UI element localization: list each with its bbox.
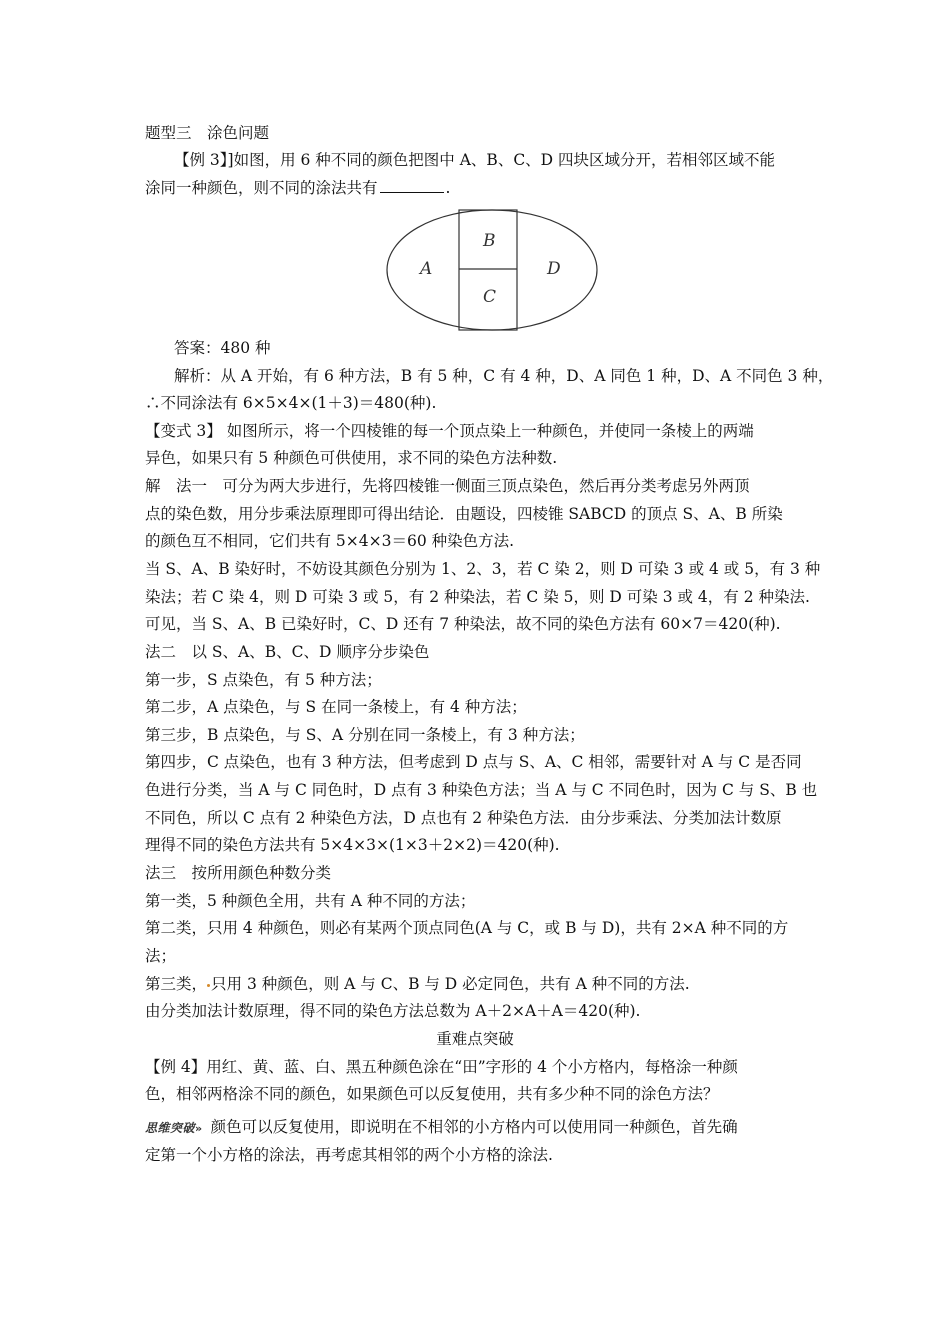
variant3-line: 【变式 3】 如图所示，将一个四棱锥的每一个顶点染上一种颜色，并使同一条棱上的两端 — [145, 422, 754, 440]
variant3-line: 第二类，只用 4 种颜色，则必有某两个顶点同色(A 与 C，或 B 与 D)，共有 2×A 种不同的方 — [145, 919, 789, 937]
diagram-ellipse — [387, 210, 597, 330]
example3-line2 — [145, 178, 450, 198]
thinking-text-1: 颜色可以反复使用，即说明在不相邻的小方格内可以使用同一种颜色，首先确 — [210, 1118, 738, 1136]
region-c-label: C — [483, 287, 497, 307]
variant3-line: 法； — [145, 947, 177, 965]
orange-dot-mark — [207, 984, 210, 987]
variant3-conclusion: 由分类加法计数原理，得不同的染色方法总数为 A＋2×A＋A＝420(种). — [145, 1002, 641, 1020]
section-heading-key-points: 重难点突破 — [436, 1030, 514, 1048]
third-class-text: 只用 3 种颜色，则 A 与 C、B 与 D 必定同色，共有 A 种不同的方法. — [211, 975, 690, 993]
variant3-line: 不同色，所以 C 点有 2 种染色方法，D 点也有 2 种染色方法．由分步乘法、分类加法计数原 — [145, 809, 782, 827]
variant3-line: 理得不同的染色方法共有 5×4×3×(1×3＋2×2)＝420(种). — [145, 836, 560, 854]
variant3-line: 第一类，5 种颜色全用，共有 A 种不同的方法； — [145, 892, 476, 910]
variant3-line: 解 法一 可分为两大步进行，先将四棱锥一侧面三顶点染色，然后再分类考虑另外两顶 — [145, 477, 750, 495]
variant3-line: 法二 以 S、A、B、C、D 顺序分步染色 — [145, 643, 430, 661]
double-chevron-icon: » — [195, 1122, 203, 1135]
variant3-line: 第三步，B 点染色，与 S、A 分别在同一条棱上，有 3 种方法； — [145, 726, 585, 744]
variant3-line: 可见，当 S、A、B 已染好时，C、D 还有 7 种染法，故不同的染色方法有 60×7＝420(种). — [145, 615, 781, 633]
variant3-third-class — [145, 974, 690, 994]
thinking-badge-label: 思维突破 — [145, 1121, 196, 1135]
region-diagram — [382, 204, 602, 344]
thinking-badge — [145, 1118, 203, 1139]
example3-period: . — [445, 179, 451, 197]
variant3-line: 法三 按所用颜色种数分类 — [145, 864, 332, 882]
region-a-label: A — [420, 259, 433, 279]
variant3-line: 第一步，S 点染色，有 5 种方法； — [145, 671, 382, 689]
variant3-line: 第四步，C 点染色，也有 3 种方法，但考虑到 D 点与 S、A、C 相邻，需要针对 A 与 C 是否同 — [145, 753, 802, 771]
variant3-line: 色进行分类，当 A 与 C 同色时，D 点有 3 种染色方法；当 A 与 C 不同色时，因为 C 与 S、B 也 — [145, 781, 818, 799]
region-b-label: B — [483, 231, 496, 251]
region-d-label: D — [547, 259, 561, 279]
third-class-prefix: 第三类， — [145, 975, 208, 993]
variant3-line: 点的染色数，用分步乘法原理即可得出结论．由题设，四棱锥 SABCD 的顶点 S、A、B 所染 — [145, 505, 783, 523]
variant3-line: 第二步，A 点染色，与 S 在同一条棱上，有 4 种方法； — [145, 698, 527, 716]
answer-text: 答案：480 种 — [174, 339, 271, 357]
variant3-line: 当 S、A、B 染好时，不妨设其颜色分别为 1、2、3，若 C 染 2，则 D 可染 3 或 4 或 5，有 3 种 — [145, 560, 821, 578]
variant3-line: 的颜色互不相同，它们共有 5×4×3＝60 种染色方法. — [145, 532, 515, 550]
analysis-line2: ∴不同涂法有 6×5×4×(1＋3)＝480(种). — [145, 394, 437, 412]
example4-line2: 色，相邻两格涂不同的颜色，如果颜色可以反复使用，共有多少种不同的涂色方法？ — [145, 1085, 719, 1103]
thinking-line2: 定第一个小方格的涂法，再考虑其相邻的两个小方格的涂法. — [145, 1146, 553, 1164]
thinking-line1 — [145, 1117, 738, 1139]
example3-question: 涂同一种颜色，则不同的涂法共有 — [145, 179, 378, 197]
answer-blank — [380, 178, 444, 193]
example3-line1: 【例 3】]如图，用 6 种不同的颜色把图中 A、B、C、D 四块区域分开，若相邻区域不能 — [174, 151, 776, 169]
section-title: 题型三 涂色问题 — [145, 124, 270, 142]
variant3-line: 染法；若 C 染 4，则 D 可染 3 或 5，有 2 种染法，若 C 染 5，则 D 可染 3 或 4，有 2 种染法. — [145, 588, 810, 606]
example4-line1: 【例 4】用红、黄、蓝、白、黑五种颜色涂在“田”字形的 4 个小方格内，每格涂一种颜 — [145, 1058, 738, 1076]
variant3-line: 异色，如果只有 5 种颜色可供使用，求不同的染色方法种数. — [145, 449, 558, 467]
analysis-line1: 解析：从 A 开始，有 6 种方法，B 有 5 种，C 有 4 种，D、A 同色 1 种，D、A 不同色 3 种， — [174, 367, 834, 385]
diagram-center-box — [459, 210, 517, 330]
